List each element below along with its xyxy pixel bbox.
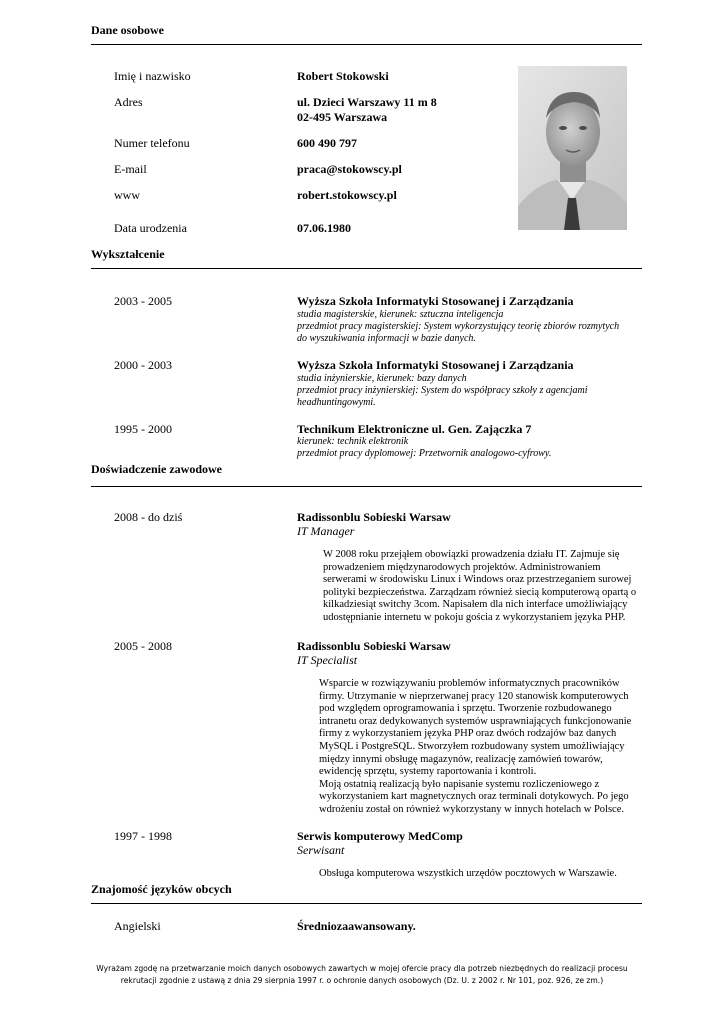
job-description-line: polityki bezpieczeństwa. Zarządzam również siecią komputerową opartą o [323,586,637,598]
education-detail: studia magisterskie, kierunek: sztuczna inteligencja [297,309,504,320]
section-divider [91,268,642,269]
profile-photo [518,66,627,230]
job-description [319,868,664,881]
education-school: Technikum Elektroniczne ul. Gen. Zajączka 7 [297,422,532,436]
job-title: IT Manager [297,524,355,538]
section-heading-personal: Dane osobowe [91,23,165,37]
value-name: Robert Stokowski [297,69,389,83]
education-years: 1995 - 2000 [114,422,172,436]
job-description [319,678,664,817]
job-description-line: między innymi obsługę magazynów, realizację zamówień towarów, [319,753,603,765]
label-email: E-mail [114,162,147,176]
section-divider [91,44,642,45]
label-address: Adres [114,95,143,109]
job-title: IT Specialist [297,653,358,667]
section-divider [91,486,642,487]
job-description-line: Obsługa komputerowa wszystkich urzędów pocztowych w Warszawie. [319,868,617,879]
job-description-line: wykorzystaniem kart magnetycznych oraz terminali dotykowych. Po jego [319,791,629,803]
label-name: Imię i nazwisko [114,69,191,83]
job-description-line: MySQL i PostgreSQL. Stworzyłem rozbudowany system umożliwiający [319,740,625,752]
education-detail: przedmiot pracy inżynierskiej: System do współpracy szkoły z agencjami [297,385,588,396]
job-description-line: intranetu oraz dedykowanych systemów usprawniających funkcjonowanie [319,715,632,727]
job-description-line: Wsparcie w rozwiązywaniu problemów informatycznych pracowników [319,678,620,689]
job-description-line: firmy. Utrzymanie w nieprzerwanej pracy 120 stanowisk komputerowych [319,690,629,702]
gdpr-consent-clause [40,963,684,987]
label-www: www [114,188,140,202]
job-description-line: kilkadziesiąt switchy 3com. Napisałem dla nich interface umożliwiający [323,599,628,611]
language-name: Angielski [114,919,161,933]
job-title: Serwisant [297,843,345,857]
education-detail: studia inżynierskie, kierunek: bazy danych [297,373,467,384]
job-description-line: prowadzeniem międzynarodowych projektów. Administrowaniem [323,561,601,573]
job-description-line: pod względem oprogramowania i sprzętu. Tworzenie rozbudowanego [319,703,612,715]
consent-line: Wyrażam zgodę na przetwarzanie moich danych osobowych zawartych w mojej ofercie pracy dla potrzeb niezbędnych do realizacji procesu [96,964,628,973]
section-divider [91,903,642,904]
label-phone: Numer telefonu [114,136,190,150]
job-years: 2005 - 2008 [114,639,172,653]
value-email[interactable]: praca@stokowscy.pl [297,162,402,176]
job-description-line: W 2008 roku przejąłem obowiązki prowadzenia działu IT. Zajmuje się [323,549,620,560]
section-heading-languages: Znajomość języków obcych [91,882,232,896]
job-years: 2008 - do dziś [114,510,183,524]
label-birthdate: Data urodzenia [114,221,187,235]
job-description-line: firmy z wykorzystaniem języka PHP oraz dwóch rodzajów baz danych [319,728,617,740]
value-phone: 600 490 797 [297,136,357,150]
value-www[interactable]: robert.stokowscy.pl [297,188,397,202]
job-company: Serwis komputerowy MedComp [297,829,463,843]
job-years: 1997 - 1998 [114,829,172,843]
value-address-street: ul. Dzieci Warszawy 11 m 8 [297,95,437,109]
person-portrait-icon [518,66,627,230]
job-description-line: Moją ostatnią realizacją było napisanie systemu rozliczeniowego z [319,778,600,790]
education-detail: przedmiot pracy dyplomowej: Przetwornik analogowo-cyfrowy. [297,448,552,459]
job-description-line: wdrożeniu został on również wykorzystany w innych hotelach w Polsce. [319,803,625,815]
education-years: 2003 - 2005 [114,294,172,308]
education-detail: do wyszukiwania informacji w bazie danych. [297,333,476,344]
job-description-line: udostępnianie internetu w pokoju gościa z wykorzystaniem języka PHP. [323,611,626,623]
section-heading-experience: Doświadczenie zawodowe [91,462,222,476]
education-school: Wyższa Szkoła Informatyki Stosowanej i Zarządzania [297,358,574,372]
consent-line: rekrutacji zgodnie z ustawą z dnia 29 sierpnia 1997 r. o ochronie danych osobowych (Dz. U. z 2002 r. Nr 101, poz. 926, ze zm.) [120,976,604,985]
education-detail: headhuntingowymi. [297,397,376,408]
job-company: Radissonblu Sobieski Warsaw [297,510,451,524]
language-level: Średniozaawansowany. [297,919,416,933]
job-company: Radissonblu Sobieski Warsaw [297,639,451,653]
section-heading-education: Wykształcenie [91,247,165,261]
job-description [323,549,663,625]
job-description-line: ewidencję sprzętu, systemy raportowania i kontroli. [319,766,537,778]
value-birthdate: 07.06.1980 [297,221,351,235]
education-years: 2000 - 2003 [114,358,172,372]
education-detail: przedmiot pracy magisterskiej: System wykorzystujący teorię zbiorów rozmytych [297,321,620,332]
education-detail: kierunek: technik elektronik [297,436,409,447]
value-address-city: 02-495 Warszawa [297,110,388,124]
job-description-line: serwerami w środowisku Linux i Windows oraz przestrzeganiem surowej [323,574,632,586]
education-school: Wyższa Szkoła Informatyki Stosowanej i Zarządzania [297,294,574,308]
